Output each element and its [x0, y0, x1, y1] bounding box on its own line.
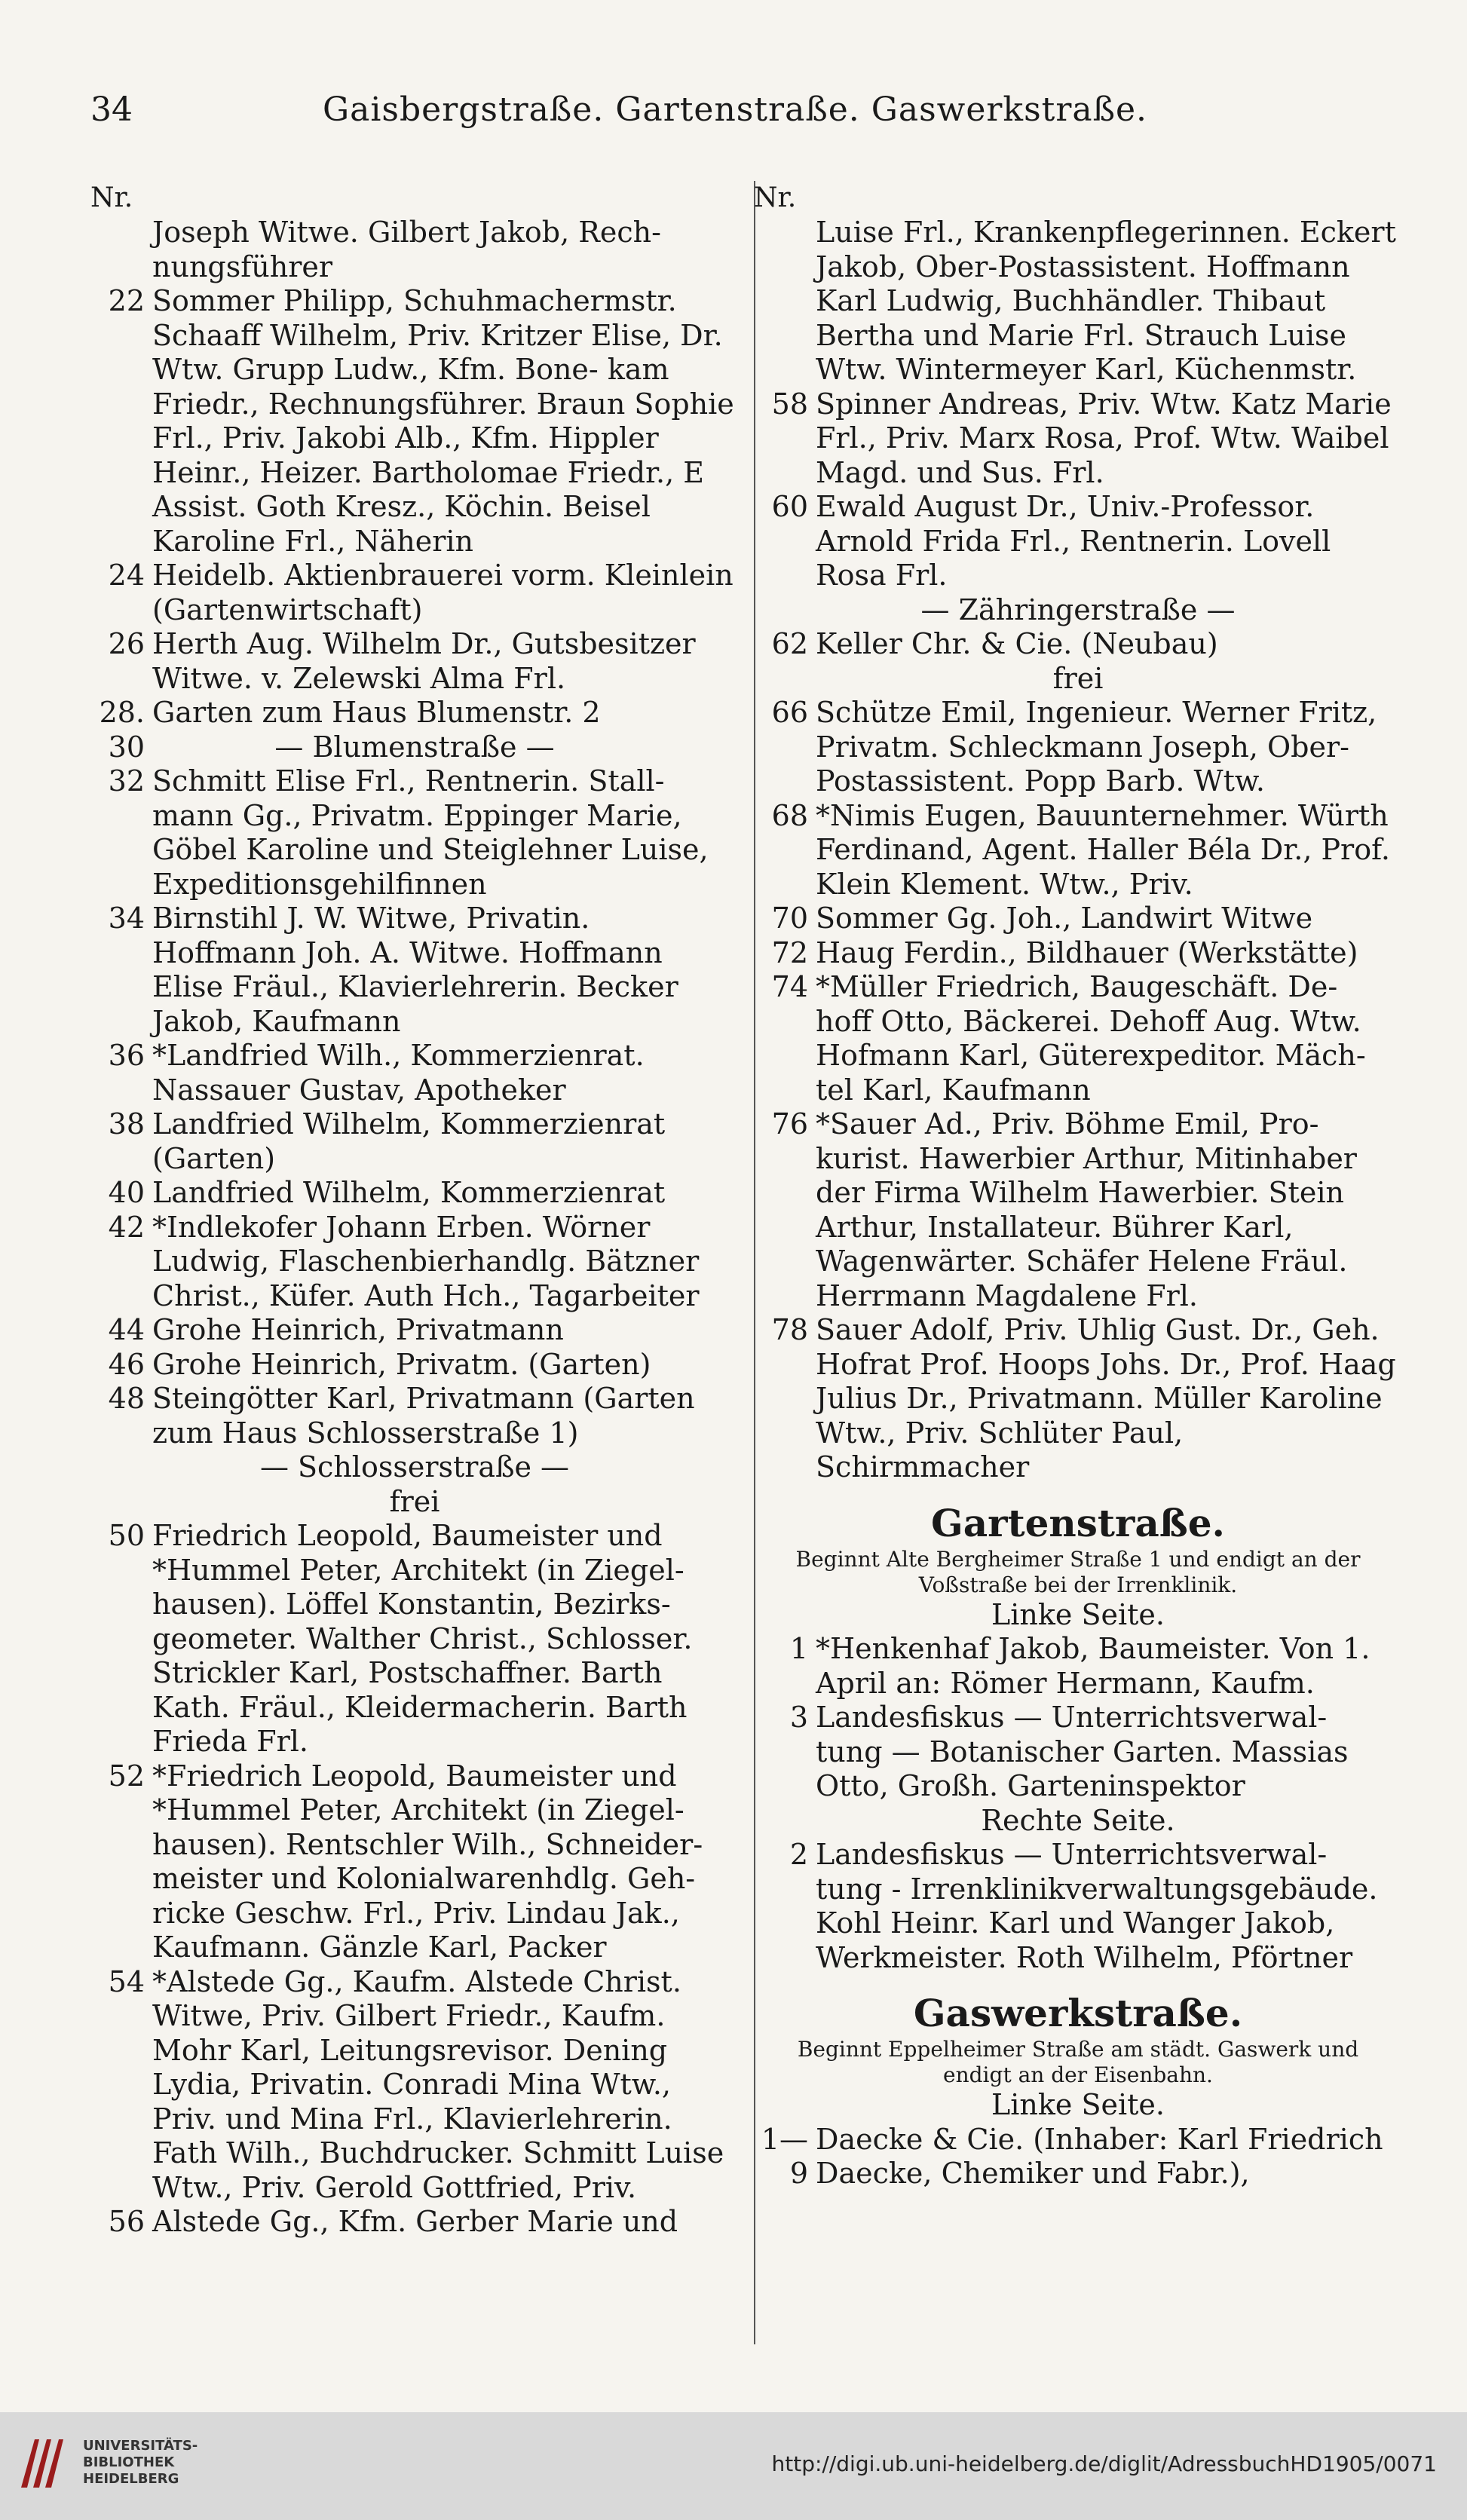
address-entry: [90, 1519, 739, 1759]
section-subheading: — Zähringerstraße —: [920, 592, 1236, 626]
page-header: [90, 90, 1380, 143]
house-number: 50: [108, 1519, 145, 1552]
address-entry: [754, 936, 1402, 971]
house-number: 54: [108, 1964, 145, 1998]
resident-text: Sommer Philipp, Schuhmachermstr. Schaaff Wilhelm, Priv. Kritzer Elise, Dr. Wtw. Grupp Ludw., Kfm. Bone- kam Friedr., Rechnungsführer. Braun Sophie Frl., Priv. Jakobi Alb., Kfm. Hippler Heinr., Heizer. Bartholomae Friedr., E Assist. Goth Kresz., Köchin. Beisel Karoline Frl., Näherin: [152, 284, 734, 558]
resident-text: Landfried Wilhelm, Kommerzienrat (Garten): [152, 1107, 666, 1175]
running-title: Gaisbergstraße. Gartenstraße. Gaswerkstraße.: [322, 90, 1148, 129]
resident-text: *Landfried Wilh., Kommerzienrat. Nassauer Gustav, Apotheker: [152, 1039, 645, 1107]
address-entry: [754, 970, 1402, 1107]
resident-text: Schmitt Elise Frl., Rentnerin. Stall- mann Gg., Privatm. Eppinger Marie, Göbel Karoline und Steiglehner Luise, Expeditionsgehilfinnen: [152, 764, 709, 901]
side-label: Rechte Seite.: [981, 1803, 1175, 1837]
address-entry: [90, 284, 739, 559]
resident-text: Landesfiskus — Unterrichtsverwal- tung — Botanischer Garten. Massias Otto, Großh. Garteninspektor: [816, 1701, 1349, 1802]
house-number: 78: [771, 1313, 808, 1346]
resident-text: Landesfiskus — Unterrichtsverwal- tung - Irrenklinikverwaltungsgebäude. Kohl Heinr. Karl und Wanger Jakob, Werkmeister. Roth Wilhelm, Pförtner: [816, 1838, 1378, 1974]
house-number: 1—9: [761, 2122, 808, 2190]
address-entry: [754, 696, 1402, 799]
resident-text: Garten zum Haus Blumenstr. 2: [152, 696, 601, 729]
library-name-line: BIBLIOTHEK: [83, 2454, 175, 2470]
resident-text: *Müller Friedrich, Baugeschäft. De- hoff Otto, Bäckerei. Dehoff Aug. Wtw. Hofmann Karl, Güterexpeditor. Mäch- tel Karl, Kaufmann: [816, 970, 1366, 1107]
nr-label: Nr.: [90, 182, 133, 213]
left-entries: [90, 216, 739, 2240]
resident-text: Alstede Gg., Kfm. Gerber Marie und: [152, 2205, 678, 2238]
address-entry: [90, 1039, 739, 1107]
address-entry: [90, 1759, 739, 1965]
resident-text: Spinner Andreas, Priv. Wtw. Katz Marie Frl., Priv. Marx Rosa, Prof. Wtw. Waibel Magd. und Sus. Frl.: [816, 387, 1392, 489]
house-number: 66: [771, 696, 808, 729]
address-entry: [754, 627, 1402, 662]
resident-text: Landfried Wilhelm, Kommerzienrat: [152, 1176, 666, 1209]
resident-text: Daecke & Cie. (Inhaber: Karl Friedrich Daecke, Chemiker und Fabr.),: [816, 2122, 1383, 2190]
gas-left-entries: [754, 2123, 1402, 2191]
address-entry: [754, 1632, 1402, 1701]
resident-text: *Indlekofer Johann Erben. Wörner Ludwig, Flaschenbierhandlg. Bätzner Christ., Küfer. Auth Hch., Tagarbeiter: [152, 1210, 700, 1312]
house-number: 62: [771, 627, 808, 660]
address-entry: [754, 2123, 1402, 2191]
section-subheading: — Blumenstraße —: [274, 730, 555, 764]
house-number: 46: [108, 1347, 145, 1381]
left-column: [90, 181, 739, 2240]
house-number: 70: [771, 902, 808, 935]
address-entry: [90, 627, 739, 696]
section-subheading: — Schlosserstraße —: [259, 1450, 570, 1484]
street-title-gaswerkstrasse: Gaswerkstraße.: [913, 1991, 1243, 2035]
page-number: 34: [90, 90, 133, 129]
resident-text: Schütze Emil, Ingenieur. Werner Fritz, Privatm. Schleckmann Joseph, Ober-Postassistent. Popp Barb. Wtw.: [816, 696, 1377, 798]
section-subheading: frei: [1052, 661, 1104, 695]
house-number: 36: [108, 1039, 145, 1072]
resident-text: *Sauer Ad., Priv. Böhme Emil, Pro- kurist. Hawerbier Arthur, Mitinhaber der Firma Wilhelm Hawerbier. Stein Arthur, Installateur. Bührer Karl, Wagenwärter. Schäfer Helene Fräul. Herrmann Magdalene Frl.: [816, 1107, 1357, 1312]
library-name: [83, 2438, 198, 2488]
garten-right-entries: [754, 1838, 1402, 1975]
address-entry: [754, 902, 1402, 936]
right-entries: [754, 216, 1402, 1485]
house-number: 28. 30: [99, 696, 145, 764]
address-entry: [90, 764, 739, 902]
resident-text: Birnstihl J. W. Witwe, Privatin. Hoffmann Joh. A. Witwe. Hoffmann Elise Fräul., Klavierlehrerin. Becker Jakob, Kaufmann: [152, 902, 678, 1038]
resident-text: Friedrich Leopold, Baumeister und *Hummel Peter, Architekt (in Ziegel- hausen). Löffel Konstantin, Bezirks- geometer. Walther Christ., Schlosser. Strickler Karl, Postschaffner. Barth Kath. Fräul., Kleidermacherin. Barth Frieda Frl.: [152, 1519, 693, 1758]
university-library-logo-icon: [17, 2433, 68, 2494]
address-entry: [90, 1965, 739, 2206]
house-number: 72: [771, 935, 808, 969]
house-number: 58: [771, 387, 808, 421]
house-number: 22: [108, 284, 145, 317]
source-url-link[interactable]: http://digi.ub.uni-heidelberg.de/diglit/AdressbuchHD1905/0071: [771, 2451, 1437, 2476]
resident-text: Joseph Witwe. Gilbert Jakob, Rech- nungsführer: [152, 216, 661, 283]
resident-text: Herth Aug. Wilhelm Dr., Gutsbesitzer Witwe. v. Zelewski Alma Frl.: [152, 627, 696, 695]
library-name-line: HEIDELBERG: [83, 2471, 179, 2487]
address-entry: [90, 1382, 739, 1450]
address-entry: [754, 1107, 1402, 1313]
footer-bar: [0, 2412, 1467, 2520]
address-entry: [90, 216, 739, 284]
house-number: 74: [771, 970, 808, 1003]
house-number: 34: [108, 902, 145, 935]
nr-label: Nr.: [754, 182, 797, 213]
address-entry: [754, 387, 1402, 491]
resident-text: Sommer Gg. Joh., Landwirt Witwe: [816, 902, 1313, 935]
address-entry: [754, 216, 1402, 387]
address-entry: [90, 1176, 739, 1211]
resident-text: Grohe Heinrich, Privatmann: [152, 1313, 564, 1346]
resident-text: Keller Chr. & Cie. (Neubau): [816, 627, 1218, 660]
resident-text: Heidelb. Aktienbrauerei vorm. Kleinlein (Gartenwirtschaft): [152, 559, 734, 626]
house-number: 3: [789, 1701, 808, 1734]
address-entry: [90, 2205, 739, 2240]
resident-text: *Friedrich Leopold, Baumeister und *Hummel Peter, Architekt (in Ziegel- hausen). Rentschler Wilh., Schneider- meister und Kolonialwarenhdlg. Geh- ricke Geschw. Frl., Priv. Lindau Jak., Kaufmann. Gänzle Karl, Packer: [152, 1759, 703, 1964]
side-label: Linke Seite.: [991, 2088, 1165, 2121]
house-number: 2: [789, 1838, 808, 1871]
address-entry: [90, 559, 739, 627]
house-number: 52: [108, 1759, 145, 1793]
resident-text: Ewald August Dr., Univ.-Professor. Arnold Frida Frl., Rentnerin. Lovell Rosa Frl.: [816, 490, 1331, 592]
library-name-line: UNIVERSITÄTS-: [83, 2438, 198, 2454]
house-number: 24: [108, 559, 145, 592]
house-number: 76: [771, 1107, 808, 1141]
address-entry: [90, 902, 739, 1039]
resident-text: Haug Ferdin., Bildhauer (Werkstätte): [816, 935, 1358, 969]
resident-text: Steingötter Karl, Privatmann (Garten zum Haus Schlosserstraße 1): [152, 1382, 695, 1450]
right-column: [754, 181, 1402, 2191]
address-entry: [90, 1211, 739, 1314]
resident-text: *Nimis Eugen, Bauunternehmer. Würth Ferdinand, Agent. Haller Béla Dr., Prof. Klein Klement. Wtw., Priv.: [816, 798, 1390, 901]
house-number: 40: [108, 1176, 145, 1209]
address-entry: [754, 1838, 1402, 1975]
resident-text: Sauer Adolf, Priv. Uhlig Gust. Dr., Geh. Hofrat Prof. Hoops Johs. Dr., Prof. Haag Julius Dr., Privatmann. Müller Karoline Wtw., Priv. Schlüter Paul, Schirmmacher: [816, 1313, 1396, 1484]
address-entry: [754, 490, 1402, 593]
house-number: 26: [108, 627, 145, 660]
house-number: 1: [789, 1632, 808, 1665]
house-number: 42: [108, 1210, 145, 1244]
resident-text: *Alstede Gg., Kaufm. Alstede Christ. Witwe, Priv. Gilbert Friedr., Kaufm. Mohr Karl, Leitungsrevisor. Dening Lydia, Privatin. Conradi Mina Wtw., Priv. und Mina Frl., Klavierlehrerin. Fath Wilh., Buchdrucker. Schmitt Luise Wtw., Priv. Gerold Gottfried, Priv.: [152, 1964, 724, 2204]
resident-text: *Henkenhaf Jakob, Baumeister. Von 1. April an: Römer Hermann, Kaufm.: [816, 1632, 1371, 1700]
address-entry: [754, 1701, 1402, 1804]
resident-text: Grohe Heinrich, Privatm. (Garten): [152, 1347, 651, 1381]
house-number: 38: [108, 1107, 145, 1141]
house-number: 44: [108, 1313, 145, 1346]
house-number: 68: [771, 798, 808, 832]
address-entry: [90, 1107, 739, 1176]
street-title-gartenstrasse: Gartenstraße.: [931, 1500, 1225, 1545]
street-description: Beginnt Eppelheimer Straße am städt. Gaswerk und endigt an der Eisenbahn.: [797, 2037, 1359, 2087]
side-label: Linke Seite.: [991, 1597, 1165, 1631]
street-description: Beginnt Alte Bergheimer Straße 1 und endigt an der Voßstraße bei der Irrenklinik.: [795, 1546, 1361, 1597]
address-entry: [754, 1313, 1402, 1485]
section-subheading: frei: [389, 1484, 440, 1518]
garten-left-entries: [754, 1632, 1402, 1804]
address-entry: [754, 799, 1402, 902]
house-number: 32: [108, 764, 145, 798]
address-entry: [90, 1348, 739, 1382]
house-number: 48: [108, 1382, 145, 1415]
house-number: 60: [771, 490, 808, 523]
resident-text: Luise Frl., Krankenpflegerinnen. Eckert Jakob, Ober-Postassistent. Hoffmann Karl Ludwig, Buchhändler. Thibaut Bertha und Marie Frl. Strauch Luise Wtw. Wintermeyer Karl, Küchenmstr.: [816, 216, 1396, 386]
address-entry: [90, 1313, 739, 1348]
house-number: 56: [108, 2205, 145, 2238]
